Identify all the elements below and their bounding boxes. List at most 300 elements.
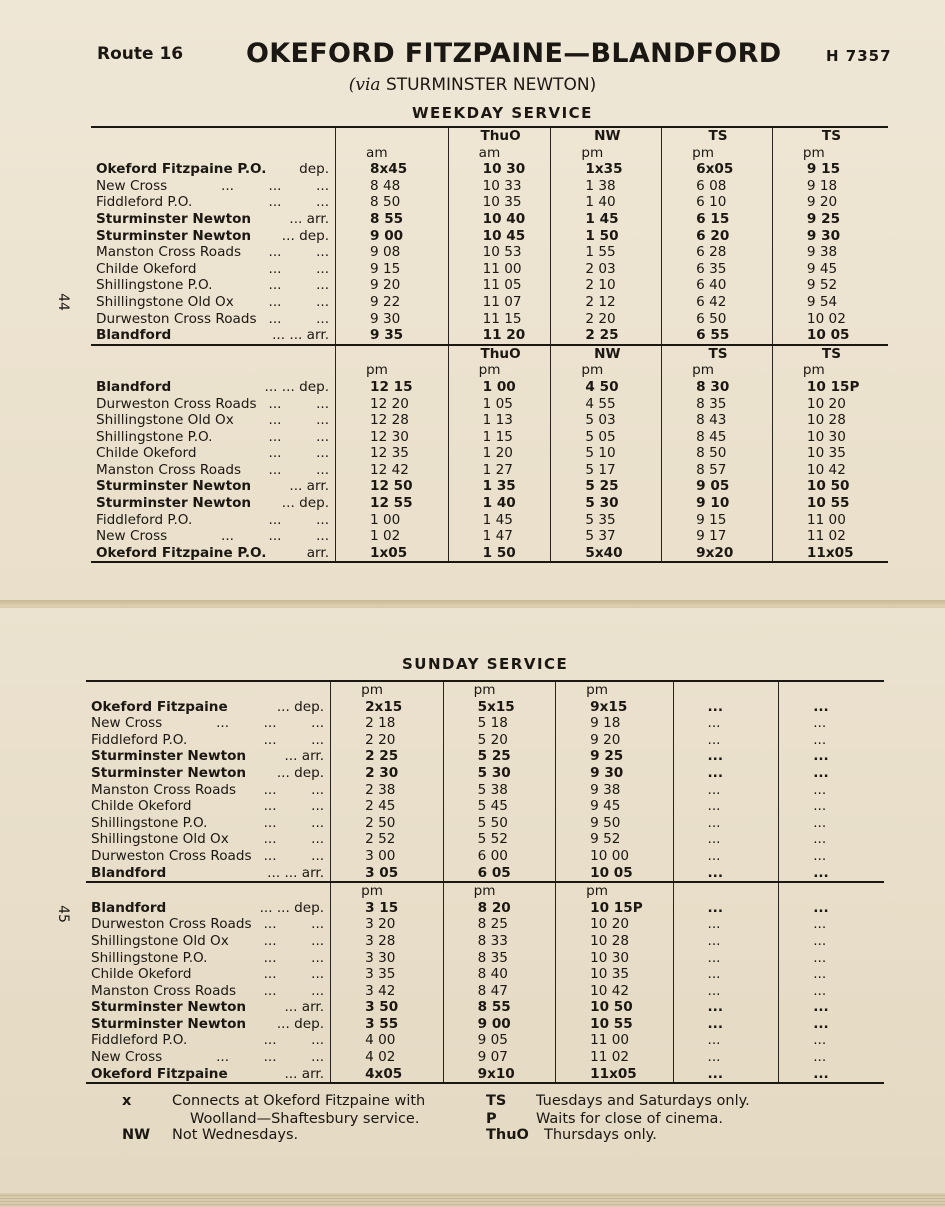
time-cell: ... xyxy=(673,900,779,917)
stop-note: ... dep. xyxy=(276,1015,325,1032)
time-cell: 9 20 xyxy=(772,194,888,211)
stop-name: Shillingstone Old Ox xyxy=(91,932,229,949)
stop-note: dep. xyxy=(299,161,330,178)
timetable-row xyxy=(86,765,884,782)
time-cell: 1 45 xyxy=(551,211,662,228)
time-cell: ... xyxy=(673,950,779,967)
time-cell: ... xyxy=(779,933,884,950)
timetable-row xyxy=(91,244,888,261)
time-cell: 10 20 xyxy=(772,396,888,413)
time-cell: 3 35 xyxy=(331,966,444,983)
time-cell: 8 50 xyxy=(662,445,773,462)
time-cell: ... xyxy=(779,798,884,815)
time-cell: 10 35 xyxy=(772,445,888,462)
time-cell: 6x05 xyxy=(662,161,773,178)
stop-name: Durweston Cross Roads xyxy=(91,847,252,864)
leader-dots: ... ... xyxy=(263,916,325,933)
stop-cell xyxy=(91,429,336,446)
stop-note: ... ... dep. xyxy=(264,378,330,395)
stop-cell xyxy=(91,512,336,529)
time-cell: 9 17 xyxy=(662,528,773,545)
time-cell: 9 54 xyxy=(772,294,888,311)
time-cell: 10 20 xyxy=(556,916,673,933)
stop-cell xyxy=(91,412,336,429)
stop-header-blank xyxy=(91,145,336,162)
stop-cell xyxy=(91,462,336,479)
time-cell: ... xyxy=(779,1049,884,1066)
time-cell: 11 00 xyxy=(772,512,888,529)
stop-cell xyxy=(91,528,336,545)
stop-cell xyxy=(91,545,336,563)
timetable-row xyxy=(86,900,884,917)
time-cell: 9 35 xyxy=(336,327,449,345)
timetable-row xyxy=(91,396,888,413)
time-cell: 10 35 xyxy=(556,966,673,983)
note-nw-key: NW xyxy=(122,1127,151,1143)
stop-header-blank xyxy=(91,127,336,145)
period-label: pm xyxy=(551,145,662,162)
period-label xyxy=(779,681,884,699)
time-cell: 5 05 xyxy=(551,429,662,446)
stop-cell xyxy=(91,228,336,245)
time-cell: 8 48 xyxy=(336,178,449,195)
time-cell: ... xyxy=(673,933,779,950)
stop-name: Blandford xyxy=(96,378,172,395)
time-cell: 2 45 xyxy=(331,798,444,815)
stop-cell xyxy=(86,916,331,933)
note-x-text-2: Woolland—Shaftesbury service. xyxy=(190,1111,420,1127)
leader-dots: ... ... ... xyxy=(221,177,330,194)
time-cell: 10 05 xyxy=(772,327,888,345)
time-cell: 9x20 xyxy=(662,545,773,563)
stop-name: Manston Cross Roads xyxy=(96,244,242,261)
timetable-row xyxy=(91,478,888,495)
timetable-row xyxy=(91,495,888,512)
timetable-row xyxy=(91,445,888,462)
time-cell: 6 05 xyxy=(443,865,556,883)
time-cell: 9 05 xyxy=(443,1032,556,1049)
time-cell: 11 00 xyxy=(448,261,551,278)
timetable-row xyxy=(91,311,888,328)
time-cell: 9 15 xyxy=(772,161,888,178)
leader-dots: ... ... xyxy=(263,847,325,864)
time-cell: 6 42 xyxy=(662,294,773,311)
time-cell: 5 35 xyxy=(551,512,662,529)
time-cell: 9x15 xyxy=(556,699,673,716)
time-cell: 2 03 xyxy=(551,261,662,278)
time-cell: 8 50 xyxy=(336,194,449,211)
time-cell: 10 42 xyxy=(556,983,673,1000)
leader-dots: ... ... xyxy=(268,310,330,327)
period-label: pm xyxy=(662,362,773,379)
time-cell: 12 35 xyxy=(336,445,449,462)
time-cell: 5 50 xyxy=(443,815,556,832)
time-cell: 5 18 xyxy=(443,715,556,732)
weekday-timetable xyxy=(91,126,888,563)
page-edges xyxy=(0,1193,945,1207)
stop-name: Sturminster Newton xyxy=(91,748,247,765)
time-cell: ... xyxy=(779,831,884,848)
time-cell: 3 15 xyxy=(331,900,444,917)
time-cell: ... xyxy=(673,865,779,883)
period-label: pm xyxy=(551,362,662,379)
time-cell: 10 35 xyxy=(448,194,551,211)
via-place: STURMINSTER NEWTON) xyxy=(385,75,597,95)
time-cell: 5 17 xyxy=(551,462,662,479)
stop-cell xyxy=(86,699,331,716)
time-cell: 9 10 xyxy=(662,495,773,512)
leader-dots: ... ... ... xyxy=(221,528,330,545)
time-cell: 3 28 xyxy=(331,933,444,950)
stop-cell xyxy=(86,933,331,950)
time-cell: 12 55 xyxy=(336,495,449,512)
time-cell: ... xyxy=(673,732,779,749)
sunday-timetable xyxy=(86,680,884,1084)
time-cell: 6 08 xyxy=(662,178,773,195)
code-row xyxy=(91,127,888,145)
leader-dots: ... ... xyxy=(268,244,330,261)
time-cell: ... xyxy=(779,999,884,1016)
time-cell: 1 05 xyxy=(448,396,551,413)
time-cell: 1 13 xyxy=(448,412,551,429)
time-cell: 9 15 xyxy=(336,261,449,278)
time-cell: 9 20 xyxy=(336,277,449,294)
leader-dots: ... ... xyxy=(268,293,330,310)
timetable-row xyxy=(86,966,884,983)
period-label xyxy=(673,681,779,699)
timetable-row xyxy=(86,782,884,799)
period-label: pm xyxy=(556,882,673,900)
stop-name: Sturminster Newton xyxy=(96,210,252,227)
timetable-row xyxy=(91,228,888,245)
time-cell: 9 52 xyxy=(772,277,888,294)
timetable-row xyxy=(91,545,888,563)
time-cell: 9 22 xyxy=(336,294,449,311)
stop-cell xyxy=(91,379,336,396)
period-label: pm xyxy=(662,145,773,162)
time-cell: 9 30 xyxy=(336,311,449,328)
note-ts-key: TS xyxy=(486,1093,507,1109)
timetable-row xyxy=(86,732,884,749)
time-cell: ... xyxy=(779,966,884,983)
stop-cell xyxy=(86,815,331,832)
timetable-row xyxy=(86,699,884,716)
time-cell: 6 10 xyxy=(662,194,773,211)
time-cell: 12 42 xyxy=(336,462,449,479)
time-cell: 5 25 xyxy=(443,748,556,765)
service-code: NW xyxy=(551,127,662,145)
time-cell: 9 25 xyxy=(556,748,673,765)
stop-note: ... ... arr. xyxy=(272,327,330,344)
time-cell: ... xyxy=(673,765,779,782)
note-x-text-1: Connects at Okeford Fitzpaine with xyxy=(172,1093,426,1109)
stop-cell xyxy=(86,1016,331,1033)
time-cell: 11 07 xyxy=(448,294,551,311)
stop-name: New Cross xyxy=(96,528,168,545)
time-cell: 10 30 xyxy=(772,429,888,446)
time-cell: 9x10 xyxy=(443,1066,556,1084)
timetable-row xyxy=(86,715,884,732)
stop-note: ... arr. xyxy=(284,748,325,765)
time-cell: 6 28 xyxy=(662,244,773,261)
timetable-row xyxy=(91,294,888,311)
stop-name: New Cross xyxy=(91,1049,163,1066)
stop-note: ... dep. xyxy=(281,227,330,244)
time-cell: 10 50 xyxy=(556,999,673,1016)
time-cell: ... xyxy=(673,748,779,765)
time-cell: ... xyxy=(779,983,884,1000)
time-cell: ... xyxy=(673,782,779,799)
time-cell: 8 33 xyxy=(443,933,556,950)
period-label: pm xyxy=(772,145,888,162)
time-cell: 1 35 xyxy=(448,478,551,495)
stop-cell xyxy=(86,732,331,749)
time-cell: 11 15 xyxy=(448,311,551,328)
note-p-text: Waits for close of cinema. xyxy=(536,1111,723,1127)
time-cell: ... xyxy=(673,916,779,933)
time-cell: 1x05 xyxy=(336,545,449,563)
stop-name: Fiddleford P.O. xyxy=(91,731,188,748)
timetable-row xyxy=(86,983,884,1000)
time-cell: ... xyxy=(673,1049,779,1066)
time-cell: ... xyxy=(779,815,884,832)
period-row xyxy=(91,362,888,379)
period-label xyxy=(779,882,884,900)
time-cell: 5 38 xyxy=(443,782,556,799)
leader-dots: ... ... xyxy=(268,428,330,445)
time-cell: 10 00 xyxy=(556,848,673,865)
stop-cell xyxy=(86,848,331,865)
time-cell: 10 05 xyxy=(556,865,673,883)
stop-name: Sturminster Newton xyxy=(91,999,247,1016)
time-cell: 10 15P xyxy=(556,900,673,917)
time-cell: 6 00 xyxy=(443,848,556,865)
time-cell: 10 15P xyxy=(772,379,888,396)
time-cell: 1 27 xyxy=(448,462,551,479)
stop-cell xyxy=(91,311,336,328)
time-cell: 3 50 xyxy=(331,999,444,1016)
stop-cell xyxy=(91,327,336,345)
period-label: pm xyxy=(443,681,556,699)
stop-cell xyxy=(91,495,336,512)
time-cell: 5 20 xyxy=(443,732,556,749)
stop-header-blank xyxy=(86,882,331,900)
stop-note: ... arr. xyxy=(289,210,330,227)
stop-name: Shillingstone P.O. xyxy=(91,814,208,831)
time-cell: 1 38 xyxy=(551,178,662,195)
route-title: OKEFORD FITZPAINE—BLANDFORD xyxy=(246,38,782,69)
timetable-code: H 7357 xyxy=(826,47,892,65)
period-label: am xyxy=(448,145,551,162)
time-cell: 5 30 xyxy=(443,765,556,782)
stop-cell xyxy=(86,831,331,848)
stop-name: Shillingstone P.O. xyxy=(96,428,213,445)
time-cell: 8 55 xyxy=(336,211,449,228)
time-cell: 3 05 xyxy=(331,865,444,883)
time-cell: ... xyxy=(779,748,884,765)
stop-name: Blandford xyxy=(96,327,172,344)
time-cell: 8 43 xyxy=(662,412,773,429)
stop-name: Sturminster Newton xyxy=(91,1015,247,1032)
stop-name: Blandford xyxy=(91,899,167,916)
period-row xyxy=(86,882,884,900)
time-cell: 9 38 xyxy=(772,244,888,261)
time-cell: ... xyxy=(779,782,884,799)
time-cell: 10 55 xyxy=(556,1016,673,1033)
sunday-service-title: SUNDAY SERVICE xyxy=(402,655,569,673)
stop-note: ... arr. xyxy=(284,999,325,1016)
time-cell: 11x05 xyxy=(772,545,888,563)
stop-name: Durweston Cross Roads xyxy=(96,395,257,412)
stop-name: Sturminster Newton xyxy=(96,495,252,512)
time-cell: 9 18 xyxy=(556,715,673,732)
time-cell: 2x15 xyxy=(331,699,444,716)
stop-cell xyxy=(86,1049,331,1066)
time-cell: ... xyxy=(779,1066,884,1084)
stop-name: Shillingstone P.O. xyxy=(96,277,213,294)
time-cell: 9 45 xyxy=(772,261,888,278)
stop-name: Childe Okeford xyxy=(96,260,197,277)
stop-cell xyxy=(86,950,331,967)
time-cell: 11 00 xyxy=(556,1032,673,1049)
timetable-row xyxy=(86,748,884,765)
time-cell: ... xyxy=(673,848,779,865)
time-cell: 5 25 xyxy=(551,478,662,495)
time-cell: 10 40 xyxy=(448,211,551,228)
stop-cell xyxy=(91,478,336,495)
time-cell: 11 02 xyxy=(556,1049,673,1066)
stop-note: ... arr. xyxy=(284,1065,325,1082)
stop-name: Shillingstone P.O. xyxy=(91,949,208,966)
time-cell: 9 07 xyxy=(443,1049,556,1066)
leader-dots: ... ... xyxy=(268,260,330,277)
period-label: pm xyxy=(336,362,449,379)
timetable-row xyxy=(86,798,884,815)
timetable-row xyxy=(91,512,888,529)
leader-dots: ... ... xyxy=(263,798,325,815)
time-cell: 1 02 xyxy=(336,528,449,545)
timetable-row xyxy=(86,1049,884,1066)
time-cell: 2 12 xyxy=(551,294,662,311)
time-cell: 2 10 xyxy=(551,277,662,294)
time-cell: ... xyxy=(673,1066,779,1084)
leader-dots: ... ... xyxy=(268,277,330,294)
stop-note: ... dep. xyxy=(276,764,325,781)
leader-dots: ... ... xyxy=(263,731,325,748)
period-row xyxy=(86,681,884,699)
leader-dots: ... ... xyxy=(263,831,325,848)
time-cell: 9 15 xyxy=(662,512,773,529)
time-cell: 5 52 xyxy=(443,831,556,848)
time-cell: 3 30 xyxy=(331,950,444,967)
time-cell: 9 00 xyxy=(336,228,449,245)
time-cell: 9 30 xyxy=(556,765,673,782)
period-label: pm xyxy=(331,882,444,900)
time-cell: 6 50 xyxy=(662,311,773,328)
timetable-row xyxy=(91,194,888,211)
stop-name: Childe Okeford xyxy=(96,445,197,462)
time-cell: ... xyxy=(779,916,884,933)
stop-name: Okeford Fitzpaine P.O. xyxy=(96,161,267,178)
time-cell: 10 28 xyxy=(556,933,673,950)
time-cell: 5 30 xyxy=(551,495,662,512)
stop-name: Sturminster Newton xyxy=(91,764,247,781)
stop-cell xyxy=(91,294,336,311)
timetable-row xyxy=(91,211,888,228)
time-cell: 11 20 xyxy=(448,327,551,345)
time-cell: ... xyxy=(673,966,779,983)
time-cell: 8 30 xyxy=(662,379,773,396)
stop-name: Durweston Cross Roads xyxy=(91,916,252,933)
timetable-row xyxy=(91,261,888,278)
stop-note: ... ... arr. xyxy=(267,864,325,881)
time-cell: 8x45 xyxy=(336,161,449,178)
time-cell: 2 38 xyxy=(331,782,444,799)
stop-name: Fiddleford P.O. xyxy=(91,1032,188,1049)
time-cell: 6 20 xyxy=(662,228,773,245)
time-cell: 9 20 xyxy=(556,732,673,749)
time-cell: ... xyxy=(779,848,884,865)
stop-cell xyxy=(86,999,331,1016)
stop-cell xyxy=(86,900,331,917)
timetable-row xyxy=(86,865,884,883)
service-code: TS xyxy=(772,127,888,145)
note-x-key: x xyxy=(122,1093,132,1109)
time-cell: 12 28 xyxy=(336,412,449,429)
service-code: ThuO xyxy=(448,127,551,145)
time-cell: 9 52 xyxy=(556,831,673,848)
stop-cell xyxy=(86,765,331,782)
time-cell: 9 50 xyxy=(556,815,673,832)
leader-dots: ... ... ... xyxy=(216,715,325,732)
leader-dots: ... ... xyxy=(263,949,325,966)
stop-name: Okeford Fitzpaine P.O. xyxy=(96,544,267,561)
stop-header-blank xyxy=(91,362,336,379)
stop-cell xyxy=(91,211,336,228)
time-cell: ... xyxy=(673,1032,779,1049)
time-cell: 2 20 xyxy=(331,732,444,749)
stop-name: Durweston Cross Roads xyxy=(96,310,257,327)
time-cell: 10 33 xyxy=(448,178,551,195)
stop-name: Sturminster Newton xyxy=(96,227,252,244)
note-p-key: P xyxy=(486,1111,497,1127)
stop-name: Shillingstone Old Ox xyxy=(91,831,229,848)
stop-cell xyxy=(91,261,336,278)
stop-name: Shillingstone Old Ox xyxy=(96,293,234,310)
time-cell: ... xyxy=(673,699,779,716)
time-cell: 10 30 xyxy=(556,950,673,967)
stop-cell xyxy=(91,178,336,195)
timetable-row xyxy=(91,462,888,479)
time-cell: 10 02 xyxy=(772,311,888,328)
time-cell: 5 03 xyxy=(551,412,662,429)
time-cell: 2 52 xyxy=(331,831,444,848)
time-cell: 3 42 xyxy=(331,983,444,1000)
leader-dots: ... ... xyxy=(268,461,330,478)
time-cell: 1 45 xyxy=(448,512,551,529)
time-cell: 4 50 xyxy=(551,379,662,396)
time-cell: 1 40 xyxy=(551,194,662,211)
time-cell: 10 42 xyxy=(772,462,888,479)
timetable-row xyxy=(86,933,884,950)
time-cell: 1 50 xyxy=(448,545,551,563)
timetable-row xyxy=(91,528,888,545)
time-cell: 9 25 xyxy=(772,211,888,228)
leader-dots: ... ... xyxy=(268,445,330,462)
leader-dots: ... ... xyxy=(263,982,325,999)
time-cell: 8 55 xyxy=(443,999,556,1016)
stop-note: arr. xyxy=(306,544,330,561)
